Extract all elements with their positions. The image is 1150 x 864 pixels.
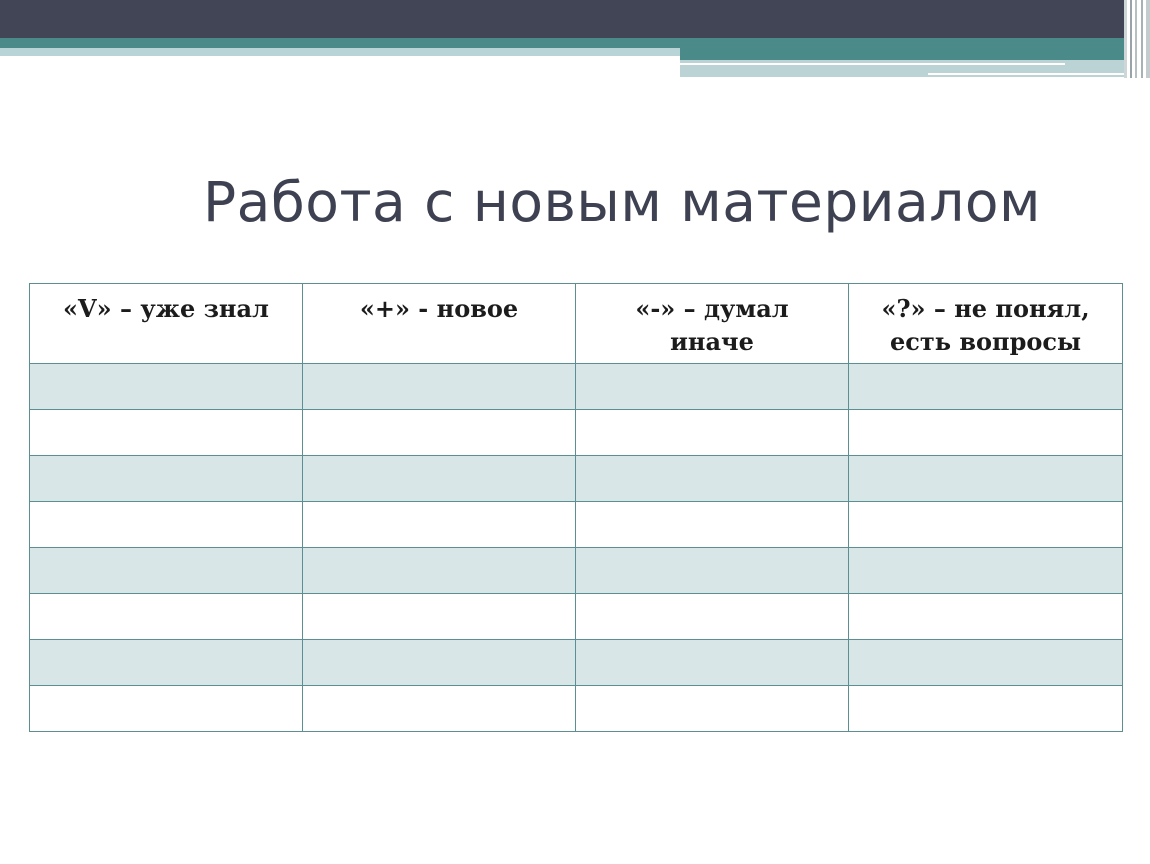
table-cell[interactable] — [849, 640, 1123, 686]
table-cell[interactable] — [849, 594, 1123, 640]
header-label: «?» – не понял, есть вопросы — [881, 294, 1090, 356]
table-cell[interactable] — [303, 456, 576, 502]
header-cell-thought-otherwise — [576, 284, 849, 364]
table-row — [30, 640, 1123, 686]
table-cell[interactable] — [849, 456, 1123, 502]
table-cell[interactable] — [576, 594, 849, 640]
header-label: «V» – уже знал — [63, 294, 269, 323]
table-cell[interactable] — [576, 410, 849, 456]
header-cell-questions — [849, 284, 1123, 364]
table-cell[interactable] — [303, 594, 576, 640]
table-cell[interactable] — [30, 502, 303, 548]
table-row — [30, 502, 1123, 548]
table-cell[interactable] — [303, 548, 576, 594]
table-cell[interactable] — [30, 364, 303, 410]
table-cell[interactable] — [576, 502, 849, 548]
slide-title: Работа с новым материалом — [203, 170, 1042, 234]
header-accent-line — [928, 73, 1128, 75]
header-band-dark — [0, 0, 1150, 38]
table-cell[interactable] — [849, 686, 1123, 732]
header-band-teal — [0, 38, 1150, 48]
table-cell[interactable] — [849, 548, 1123, 594]
table-cell[interactable] — [30, 686, 303, 732]
table-row — [30, 686, 1123, 732]
table-cell[interactable] — [30, 640, 303, 686]
table-cell[interactable] — [849, 502, 1123, 548]
header-band-light-left — [0, 48, 680, 56]
header-cell-knew — [30, 284, 303, 364]
table-cell[interactable] — [303, 640, 576, 686]
table-cell[interactable] — [30, 410, 303, 456]
table-row — [30, 364, 1123, 410]
table-cell[interactable] — [30, 548, 303, 594]
table-cell[interactable] — [303, 364, 576, 410]
table-cell[interactable] — [576, 640, 849, 686]
table-cell[interactable] — [303, 686, 576, 732]
table-cell[interactable] — [30, 594, 303, 640]
table-cell[interactable] — [849, 364, 1123, 410]
table-row — [30, 594, 1123, 640]
table-cell[interactable] — [576, 686, 849, 732]
table-row — [30, 410, 1123, 456]
header-cell-new — [303, 284, 576, 364]
header-accent-line — [680, 63, 1065, 65]
corner-decoration — [1124, 0, 1150, 78]
table-cell[interactable] — [30, 456, 303, 502]
reflection-table — [29, 283, 1123, 732]
header-band-teal-right — [680, 48, 1150, 60]
table-cell[interactable] — [576, 456, 849, 502]
table-header-row — [30, 284, 1123, 364]
header-label: «+» - новое — [359, 294, 519, 323]
table-cell[interactable] — [576, 364, 849, 410]
table-cell[interactable] — [303, 410, 576, 456]
header-label: «-» – думал иначе — [635, 294, 789, 356]
table-cell[interactable] — [303, 502, 576, 548]
table-cell[interactable] — [849, 410, 1123, 456]
table-row — [30, 548, 1123, 594]
table-cell[interactable] — [576, 548, 849, 594]
table-row — [30, 456, 1123, 502]
